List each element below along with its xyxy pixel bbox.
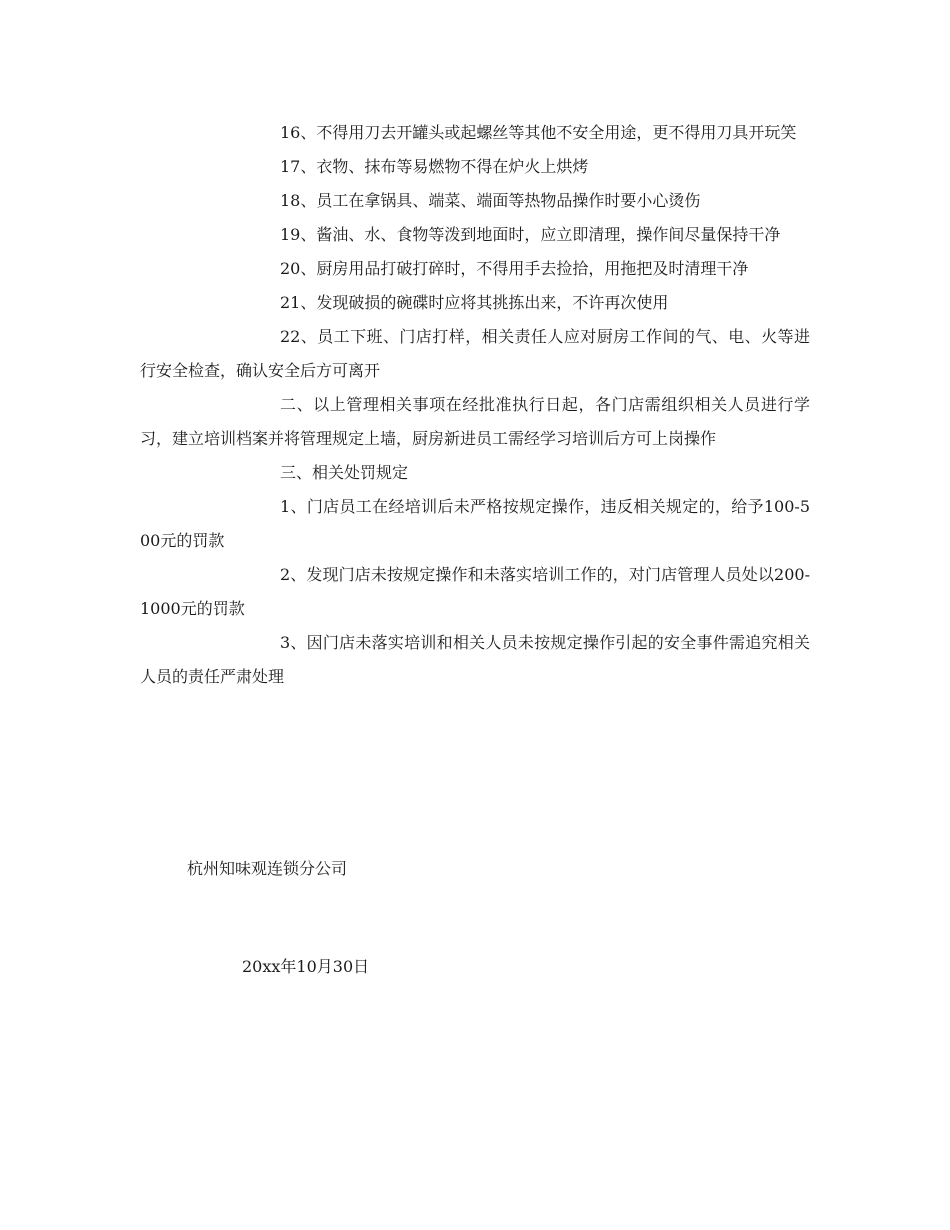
company-signature: 杭州知味观连锁分公司 [187, 859, 348, 878]
rule-item-21: 21、发现破损的碗碟时应将其挑拣出来，不许再次使用 [280, 293, 669, 312]
section-three-heading: 三、相关处罚规定 [280, 463, 409, 482]
rule-item-18: 18、员工在拿锅具、端菜、端面等热物品操作时要小心烫伤 [280, 191, 701, 210]
penalty-item-3: 3、因门店未落实培训和相关人员未按规定操作引起的安全事件需追究相关人员的责任严肃处理 [140, 633, 810, 686]
rule-item-19: 19、酱油、水、食物等泼到地面时，应立即清理，操作间尽量保持干净 [280, 225, 781, 244]
rule-item-17: 17、衣物、抹布等易燃物不得在炉火上烘烤 [280, 157, 589, 176]
penalty-item-2: 2、发现门店未按规定操作和未落实培训工作的，对门店管理人员处以200-1000元的罚款 [140, 565, 810, 618]
section-two: 二、以上管理相关事项在经批准执行日起，各门店需组织相关人员进行学习，建立培训档案并将管理规定上墙，厨房新进员工需经学习培训后方可上岗操作 [140, 395, 810, 448]
rule-item-16: 16、不得用刀去开罐头或起螺丝等其他不安全用途，更不得用刀具开玩笑 [280, 123, 797, 142]
rule-item-22: 22、员工下班、门店打样，相关责任人应对厨房工作间的气、电、火等进行安全检查，确认安全后方可离开 [140, 327, 810, 380]
document-date: 20xx年10月30日 [242, 957, 370, 976]
document-body [140, 116, 810, 694]
rule-item-20: 20、厨房用品打破打碎时，不得用手去捡拾，用拖把及时清理干净 [280, 259, 749, 278]
penalty-item-1: 1、门店员工在经培训后未严格按规定操作，违反相关规定的，给予100-500元的罚款 [140, 497, 810, 550]
